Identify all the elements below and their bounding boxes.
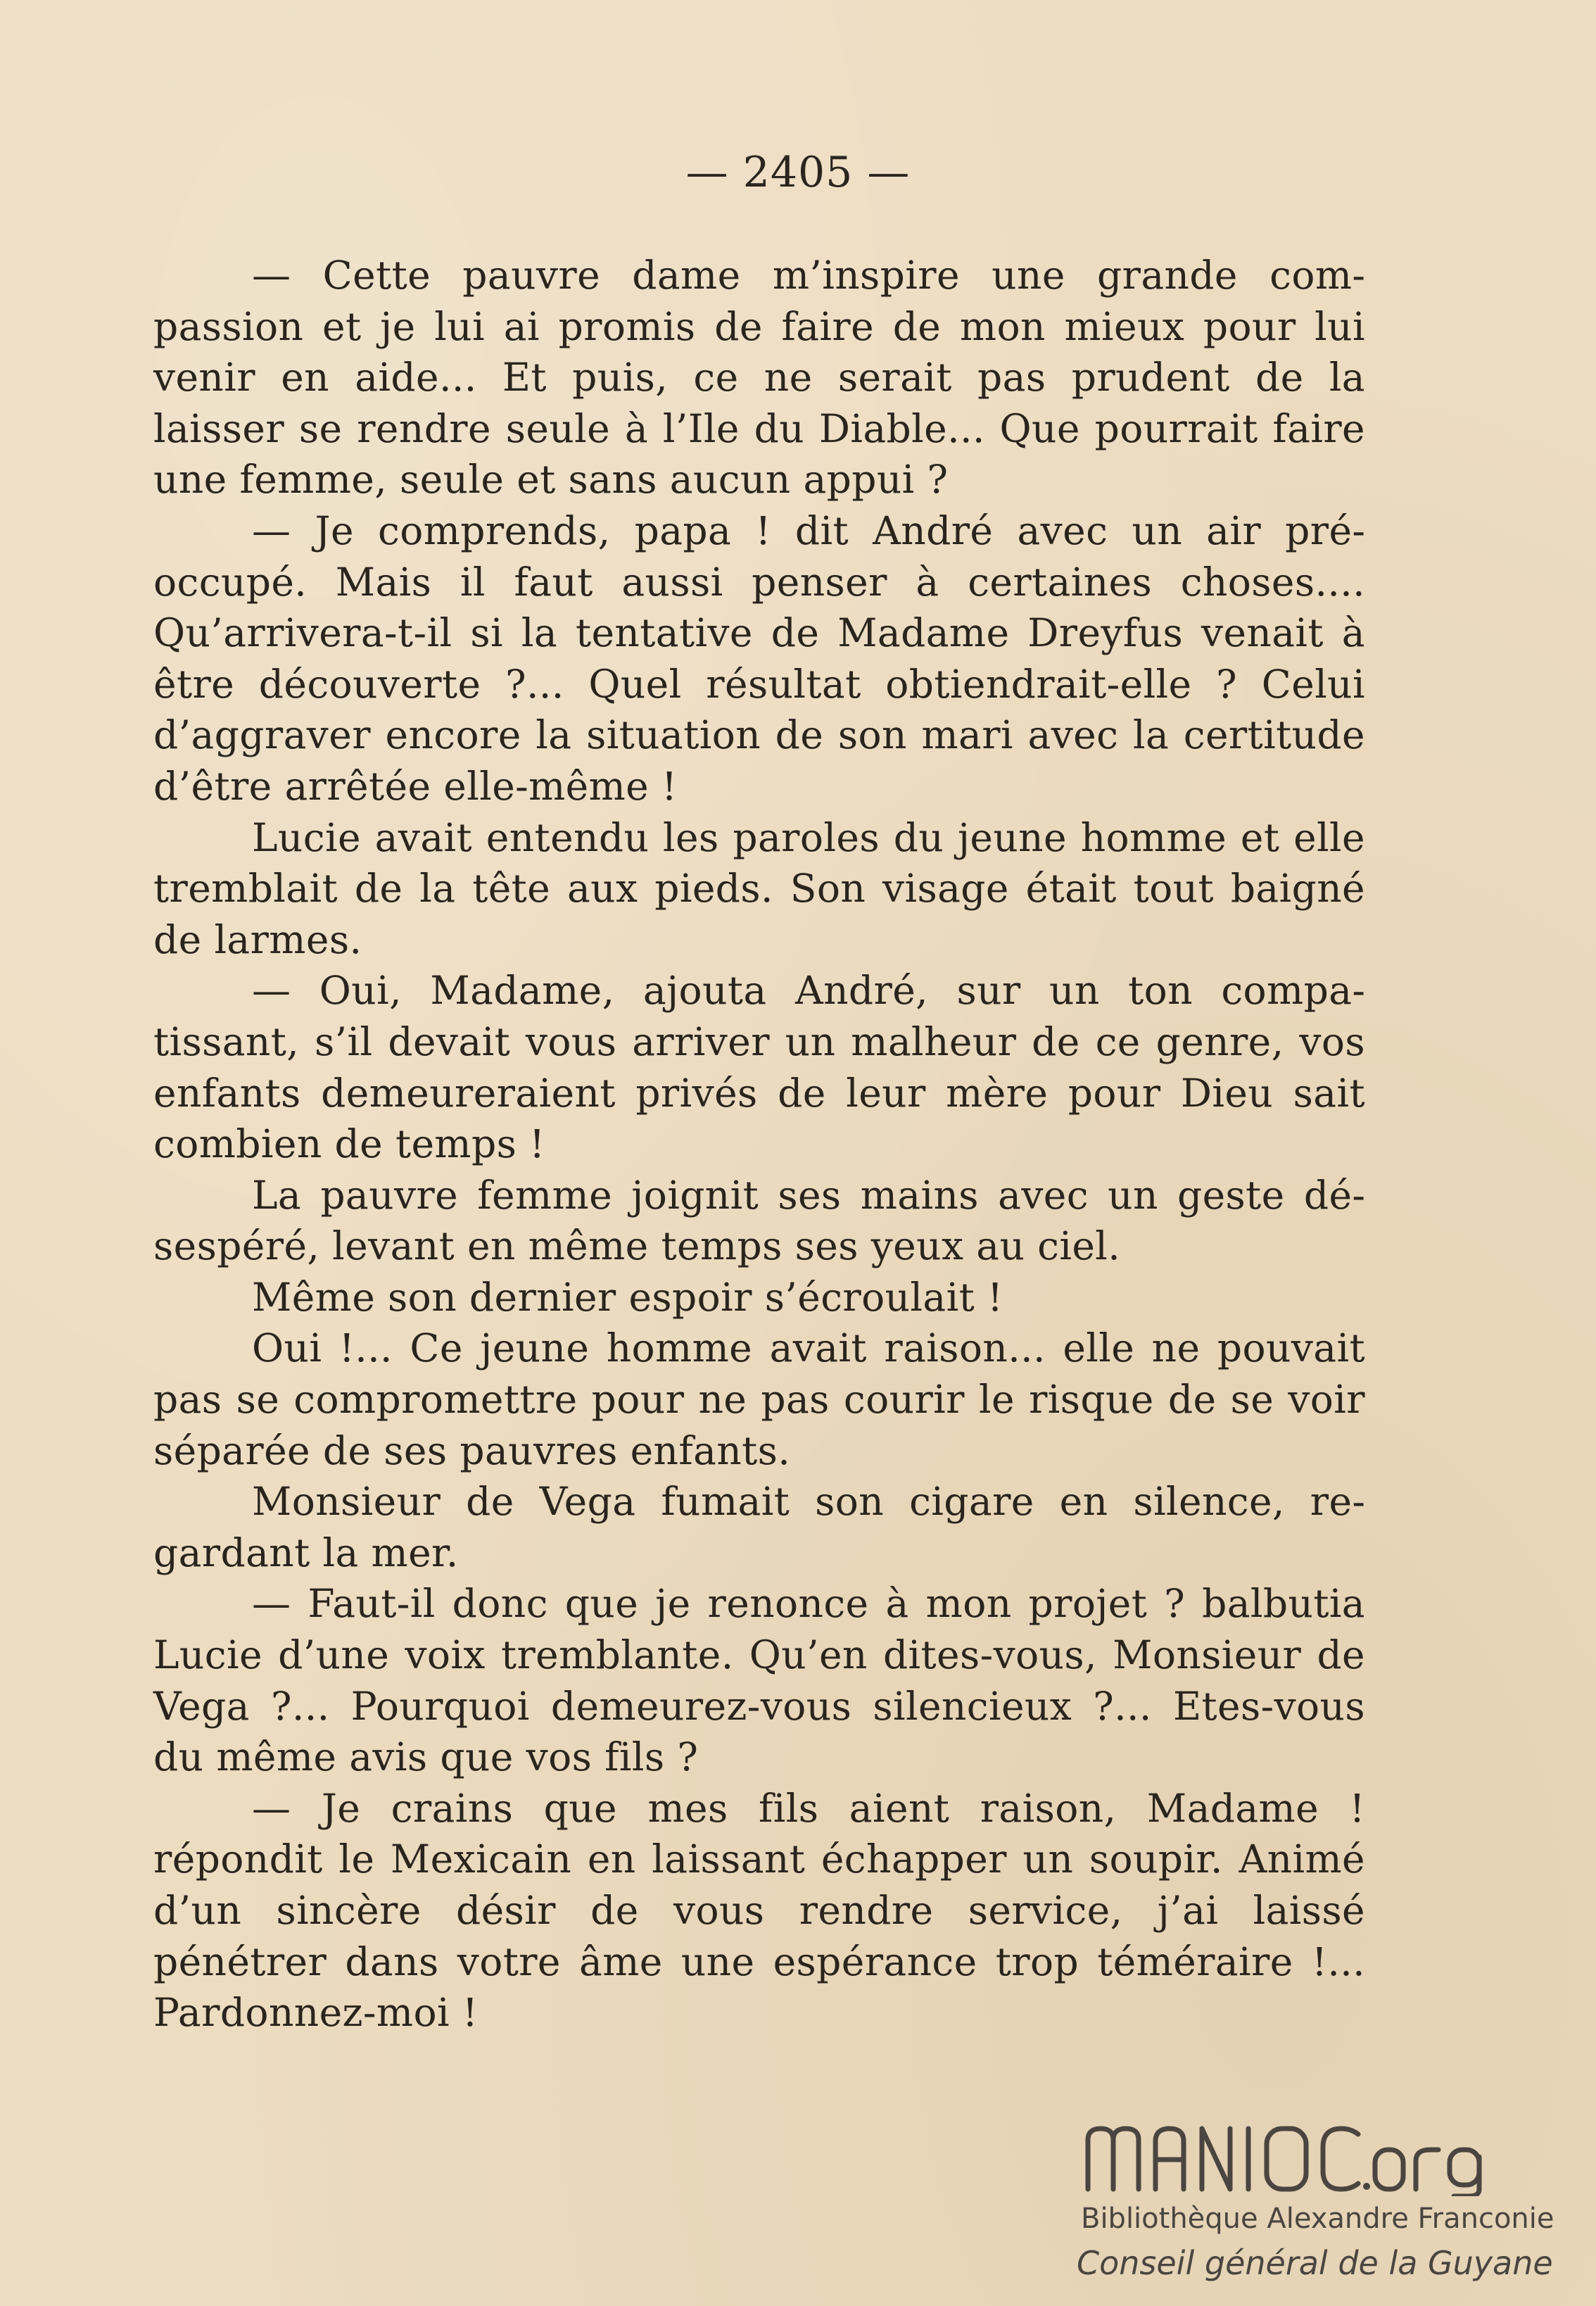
paragraph: — Faut-il donc que je renonce à mon projet ? balbutia Lucie d’une voix tremblante. Qu’en dites-vous, Monsieur de Vega ?... Pourquoi demeurez-vous silencieux ?... Etes-vous du même avis que vos fils ? bbox=[153, 1581, 1365, 1780]
manioc-logo bbox=[1082, 2119, 1561, 2196]
paragraph: — Oui, Madame, ajouta André, sur un ton compatissant, s’il devait vous arriver un malheur de ce genre, vos enfants demeureraient privés de leur mère pour Dieu sait combien de temps ! bbox=[153, 968, 1365, 1167]
page-number: — 2405 — bbox=[685, 148, 911, 197]
paragraph: — Je crains que mes fils aient raison, Madame ! répondit le Mexicain en laissant échapper un soupir. Animé d’un sincère désir de vous rendre service, j’ai laissé pénétrer dans votre âme une espérance trop téméraire !... Pardonnez-moi ! bbox=[153, 1785, 1365, 2036]
paragraph: La pauvre femme joignit ses mains avec un geste désespéré, levant en même temps ses yeux au ciel. bbox=[153, 1172, 1365, 1269]
text-body bbox=[153, 250, 1365, 2039]
paragraph: — Je comprends, papa ! dit André avec un air préoccupé. Mais il faut aussi penser à certaines choses.... Qu’arrivera-t-il si la tentative de Madame Dreyfus venait à être découverte ?... Quel résultat obtiendrait-elle ? Celui d’aggraver encore la situation de son mari avec la certitude d’être arrêtée elle-même ! bbox=[153, 508, 1365, 809]
paragraph: Lucie avait entendu les paroles du jeune homme et elle tremblait de la tête aux pieds. Son visage était tout baigné de larmes. bbox=[153, 814, 1365, 962]
watermark-council-name: Conseil général de la Guyane bbox=[1077, 2244, 1553, 2282]
paragraph: Monsieur de Vega fumait son cigare en silence, regardant la mer. bbox=[153, 1479, 1365, 1575]
paragraph: — Cette pauvre dame m’inspire une grande compassion et je lui ai promis de faire de mon mieux pour lui venir en aide... Et puis, ce ne serait pas prudent de la laisser se rendre seule à l’Ile du Diable... Que pourrait faire une femme, seule et sans aucun appui ? bbox=[153, 253, 1365, 503]
manioc-watermark bbox=[985, 2094, 1596, 2305]
paragraph: Oui !... Ce jeune homme avait raison... elle ne pouvait pas se compromettre pour ne pas courir le risque de se voir séparée de ses pauvres enfants. bbox=[153, 1325, 1365, 1473]
watermark-library-name: Bibliothèque Alexandre Franconie bbox=[1081, 2203, 1554, 2235]
paragraph: Même son dernier espoir s’écroulait ! bbox=[252, 1274, 1003, 1320]
